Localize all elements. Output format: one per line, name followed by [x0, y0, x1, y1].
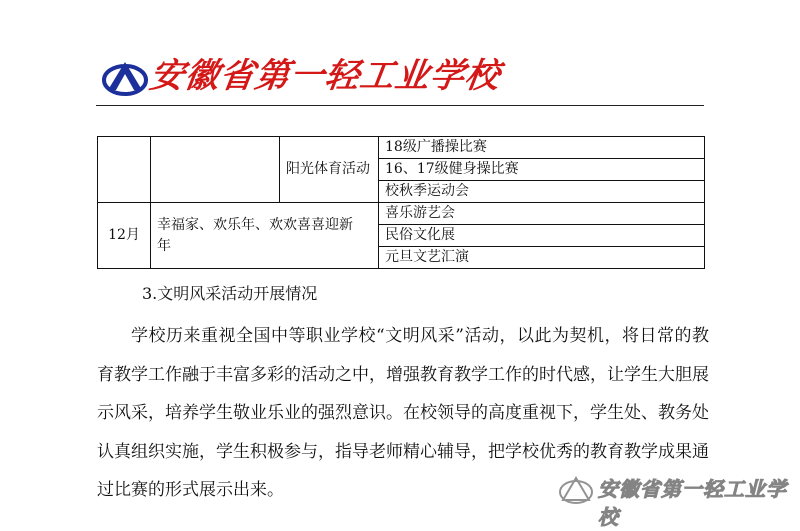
theme-label: 幸福家、欢乐年、欢欢喜喜迎新年: [157, 216, 353, 254]
theme-cell: [151, 137, 280, 203]
school-logo-icon: [102, 56, 148, 96]
month-cell: 12月: [98, 203, 151, 269]
body-paragraph: 学校历来重视全国中等职业学校“文明风采”活动，以此为契机，将日常的教育教学工作融于丰富多彩的活动之中，增强教育教学工作的时代感，让学生大胆展示风采，培养学生敬业乐业的强烈意识。在校领导的高度重视下，学生处、教务处认真组织实施，学生积极参与，指导老师精心辅导，把学校优秀的教育教学成果通过比赛的形式展示出来。: [97, 326, 709, 500]
table-row: [98, 137, 705, 159]
activity-cell: 18级广播操比赛: [379, 137, 705, 159]
category-cell: [280, 137, 379, 203]
watermark-text: 安徽省第一轻工业学校: [598, 477, 787, 529]
section-heading: 3.文明风采活动开展情况: [142, 284, 318, 303]
activity-cell: 喜乐游艺会: [379, 203, 705, 225]
activity-schedule-table: [97, 136, 705, 269]
activity-cell: 元旦文艺汇演: [379, 247, 705, 269]
activity-cell: 民俗文化展: [379, 225, 705, 247]
category-label: 阳光体育活动: [286, 161, 370, 177]
month-cell: [98, 137, 151, 203]
activity-cell: 校秋季运动会: [379, 181, 705, 203]
theme-cell: [151, 203, 379, 269]
school-name: 安徽省第一轻工业学校: [147, 56, 503, 96]
table-row: [98, 203, 705, 225]
header-divider: [96, 105, 704, 106]
watermark-logo-icon: [558, 473, 594, 505]
watermark: [558, 473, 788, 529]
document-header: [96, 50, 706, 102]
activity-cell: 16、17级健身操比赛: [379, 159, 705, 181]
